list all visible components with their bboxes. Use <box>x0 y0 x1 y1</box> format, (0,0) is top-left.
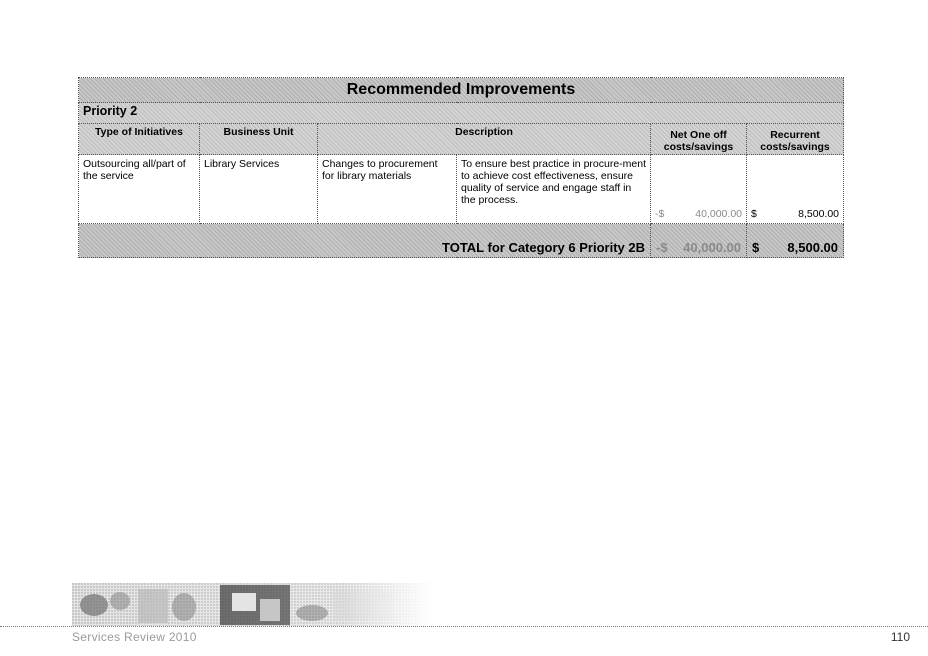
table-row <box>79 155 844 224</box>
footer-photo-collage <box>72 583 434 626</box>
net-value: 40,000.00 <box>695 208 742 220</box>
net-currency: -$ <box>655 208 665 220</box>
cell-type: Outsourcing all/part of the service <box>79 155 200 224</box>
cell-description-long: To ensure best practice in procure-ment to achieve cost effectiveness, ensure quality of service and engage staff in the process. <box>457 155 651 224</box>
footer-divider <box>0 626 928 627</box>
total-net-one-off <box>651 224 747 258</box>
total-net-currency: -$ <box>656 240 668 255</box>
total-row <box>79 224 844 258</box>
table-title: Recommended Improvements <box>79 78 844 103</box>
cell-description-short: Changes to procurement for library materials <box>318 155 457 224</box>
cell-unit: Library Services <box>200 155 318 224</box>
header-type: Type of Initiatives <box>79 124 200 155</box>
priority-label: Priority 2 <box>79 103 844 124</box>
recurrent-value: 8,500.00 <box>798 208 840 220</box>
header-recurrent: Recurrent costs/savings <box>747 124 844 155</box>
cell-recurrent <box>747 155 844 224</box>
footer-title: Services Review 2010 <box>72 630 197 644</box>
cell-net-one-off <box>651 155 747 224</box>
header-description: Description <box>318 124 651 155</box>
total-recurrent <box>747 224 844 258</box>
total-recurrent-value: 8,500.00 <box>787 240 839 255</box>
header-net-one-off: Net One off costs/savings <box>651 124 747 155</box>
header-unit: Business Unit <box>200 124 318 155</box>
total-net-value: 40,000.00 <box>683 240 741 255</box>
total-recurrent-currency: $ <box>752 240 760 255</box>
total-label: TOTAL for Category 6 Priority 2B <box>79 224 651 258</box>
recommended-improvements-table <box>78 77 844 258</box>
page-number: 110 <box>890 630 910 644</box>
recurrent-currency: $ <box>751 208 757 220</box>
